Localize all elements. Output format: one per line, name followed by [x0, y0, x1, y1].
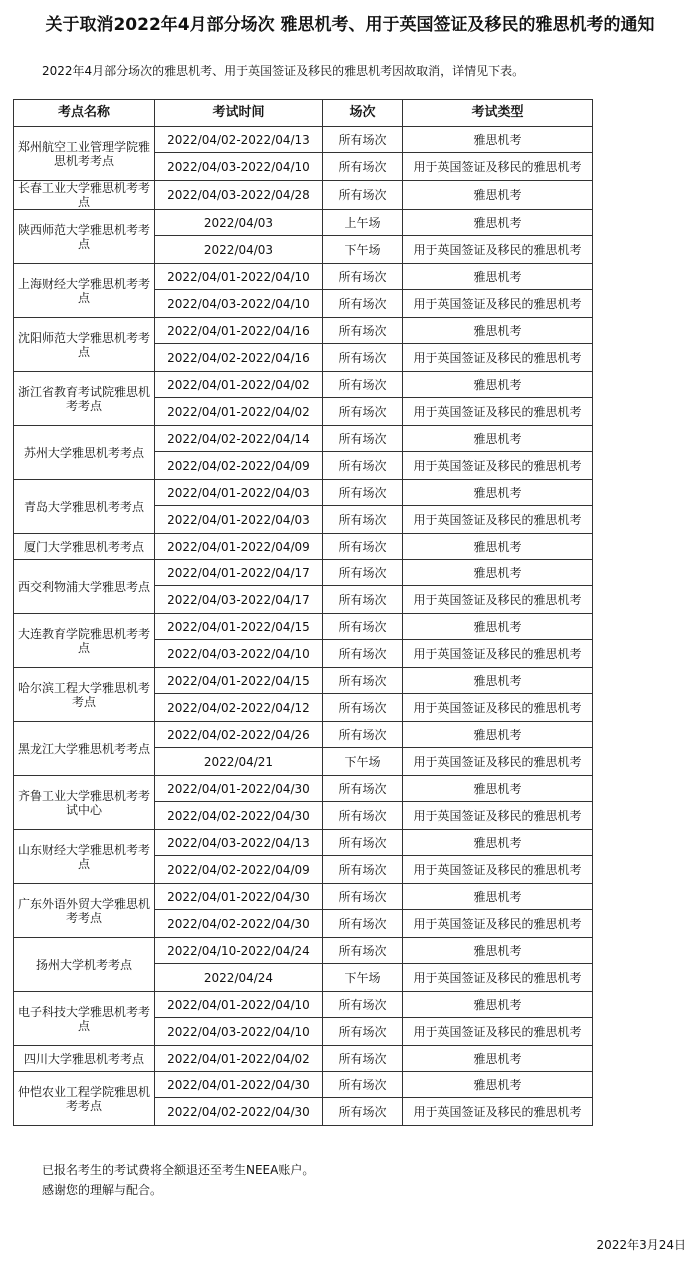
session-cell: 所有场次: [323, 181, 403, 210]
session-cell: 所有场次: [323, 640, 403, 668]
exam-time-cell: 2022/04/01-2022/04/02: [155, 372, 323, 398]
session-cell: 所有场次: [323, 722, 403, 748]
exam-type-cell: 雅思机考: [403, 534, 593, 560]
exam-time-cell: 2022/04/01-2022/04/15: [155, 668, 323, 694]
exam-type-cell: 用于英国签证及移民的雅思机考: [403, 236, 593, 264]
center-name-cell: 电子科技大学雅思机考考点: [14, 992, 155, 1046]
table-row: [14, 992, 593, 1018]
exam-type-cell: 用于英国签证及移民的雅思机考: [403, 910, 593, 938]
session-cell: 上午场: [323, 210, 403, 236]
center-name-cell: 长春工业大学雅思机考考点: [14, 181, 155, 210]
table-row: [14, 1046, 593, 1072]
session-cell: 所有场次: [323, 668, 403, 694]
exam-type-cell: 雅思机考: [403, 884, 593, 910]
table-row: [14, 264, 593, 290]
exam-time-cell: 2022/04/03-2022/04/17: [155, 586, 323, 614]
cancellation-table: [13, 99, 593, 1126]
exam-time-cell: 2022/04/01-2022/04/10: [155, 992, 323, 1018]
center-name-cell: 扬州大学机考考点: [14, 938, 155, 992]
exam-time-cell: 2022/04/02-2022/04/30: [155, 910, 323, 938]
session-cell: 所有场次: [323, 372, 403, 398]
session-cell: 所有场次: [323, 398, 403, 426]
center-name-cell: 郑州航空工业管理学院雅思机考考点: [14, 127, 155, 181]
exam-type-cell: 雅思机考: [403, 560, 593, 586]
session-cell: 所有场次: [323, 776, 403, 802]
exam-time-cell: 2022/04/02-2022/04/26: [155, 722, 323, 748]
exam-time-cell: 2022/04/02-2022/04/09: [155, 452, 323, 480]
exam-time-cell: 2022/04/01-2022/04/09: [155, 534, 323, 560]
session-cell: 所有场次: [323, 992, 403, 1018]
exam-type-cell: 用于英国签证及移民的雅思机考: [403, 748, 593, 776]
table-row: [14, 938, 593, 964]
exam-type-cell: 雅思机考: [403, 722, 593, 748]
session-cell: 下午场: [323, 964, 403, 992]
exam-time-cell: 2022/04/02-2022/04/12: [155, 694, 323, 722]
exam-type-cell: 用于英国签证及移民的雅思机考: [403, 802, 593, 830]
session-cell: 所有场次: [323, 830, 403, 856]
refund-note: 已报名考生的考试费将全额退还至考生NEEA账户。: [42, 1163, 315, 1177]
center-name-cell: 苏州大学雅思机考考点: [14, 426, 155, 480]
exam-time-cell: 2022/04/02-2022/04/09: [155, 856, 323, 884]
session-cell: 所有场次: [323, 1018, 403, 1046]
table-row: [14, 722, 593, 748]
session-cell: 所有场次: [323, 127, 403, 153]
center-name-cell: 浙江省教育考试院雅思机考考点: [14, 372, 155, 426]
exam-time-cell: 2022/04/01-2022/04/17: [155, 560, 323, 586]
exam-type-cell: 用于英国签证及移民的雅思机考: [403, 153, 593, 181]
table-row: [14, 560, 593, 586]
session-cell: 所有场次: [323, 910, 403, 938]
exam-type-cell: 雅思机考: [403, 992, 593, 1018]
session-cell: 下午场: [323, 236, 403, 264]
table-row: [14, 668, 593, 694]
table-body: [14, 127, 593, 1126]
table-row: [14, 614, 593, 640]
session-cell: 所有场次: [323, 856, 403, 884]
intro-text: 2022年4月部分场次的雅思机考、用于英国签证及移民的雅思机考因故取消，详情见下表。: [42, 64, 525, 78]
session-cell: 所有场次: [323, 344, 403, 372]
exam-time-cell: 2022/04/21: [155, 748, 323, 776]
exam-type-cell: 用于英国签证及移民的雅思机考: [403, 506, 593, 534]
session-cell: 所有场次: [323, 884, 403, 910]
exam-time-cell: 2022/04/03-2022/04/10: [155, 640, 323, 668]
center-name-cell: 大连教育学院雅思机考考点: [14, 614, 155, 668]
center-name-cell: 哈尔滨工程大学雅思机考考点: [14, 668, 155, 722]
exam-type-cell: 雅思机考: [403, 1072, 593, 1098]
session-cell: 所有场次: [323, 290, 403, 318]
exam-type-cell: 雅思机考: [403, 776, 593, 802]
exam-type-cell: 雅思机考: [403, 938, 593, 964]
session-cell: 所有场次: [323, 938, 403, 964]
exam-type-cell: 用于英国签证及移民的雅思机考: [403, 856, 593, 884]
table-row: [14, 776, 593, 802]
exam-time-cell: 2022/04/03-2022/04/28: [155, 181, 323, 210]
table-row: [14, 480, 593, 506]
exam-time-cell: 2022/04/03-2022/04/10: [155, 1018, 323, 1046]
exam-time-cell: 2022/04/03: [155, 210, 323, 236]
center-name-cell: 上海财经大学雅思机考考点: [14, 264, 155, 318]
exam-type-cell: 雅思机考: [403, 127, 593, 153]
thanks-note: 感谢您的理解与配合。: [42, 1183, 163, 1197]
exam-time-cell: 2022/04/01-2022/04/16: [155, 318, 323, 344]
exam-type-cell: 雅思机考: [403, 372, 593, 398]
exam-time-cell: 2022/04/24: [155, 964, 323, 992]
center-name-cell: 沈阳师范大学雅思机考考点: [14, 318, 155, 372]
header-exam-type: 考试类型: [403, 100, 593, 127]
exam-time-cell: 2022/04/03-2022/04/13: [155, 830, 323, 856]
session-cell: 所有场次: [323, 264, 403, 290]
session-cell: 所有场次: [323, 614, 403, 640]
exam-time-cell: 2022/04/01-2022/04/15: [155, 614, 323, 640]
exam-time-cell: 2022/04/02-2022/04/14: [155, 426, 323, 452]
exam-type-cell: 用于英国签证及移民的雅思机考: [403, 452, 593, 480]
exam-type-cell: 雅思机考: [403, 480, 593, 506]
session-cell: 下午场: [323, 748, 403, 776]
session-cell: 所有场次: [323, 802, 403, 830]
notice-date: 2022年3月24日: [596, 1238, 686, 1252]
table-header-row: [14, 100, 593, 127]
exam-type-cell: 用于英国签证及移民的雅思机考: [403, 1098, 593, 1126]
exam-type-cell: 用于英国签证及移民的雅思机考: [403, 398, 593, 426]
session-cell: 所有场次: [323, 1046, 403, 1072]
session-cell: 所有场次: [323, 506, 403, 534]
table-row: [14, 372, 593, 398]
table-row: [14, 318, 593, 344]
table-row: [14, 181, 593, 210]
session-cell: 所有场次: [323, 452, 403, 480]
exam-type-cell: 用于英国签证及移民的雅思机考: [403, 964, 593, 992]
center-name-cell: 山东财经大学雅思机考考点: [14, 830, 155, 884]
table-row: [14, 534, 593, 560]
exam-time-cell: 2022/04/01-2022/04/03: [155, 506, 323, 534]
exam-time-cell: 2022/04/01-2022/04/10: [155, 264, 323, 290]
exam-time-cell: 2022/04/01-2022/04/02: [155, 398, 323, 426]
session-cell: 所有场次: [323, 1072, 403, 1098]
exam-time-cell: 2022/04/02-2022/04/13: [155, 127, 323, 153]
center-name-cell: 陕西师范大学雅思机考考点: [14, 210, 155, 264]
header-exam-time: 考试时间: [155, 100, 323, 127]
center-name-cell: 广东外语外贸大学雅思机考考点: [14, 884, 155, 938]
exam-time-cell: 2022/04/02-2022/04/30: [155, 802, 323, 830]
header-center-name: 考点名称: [14, 100, 155, 127]
table-row: [14, 426, 593, 452]
exam-type-cell: 用于英国签证及移民的雅思机考: [403, 640, 593, 668]
session-cell: 所有场次: [323, 1098, 403, 1126]
exam-time-cell: 2022/04/10-2022/04/24: [155, 938, 323, 964]
exam-time-cell: 2022/04/03-2022/04/10: [155, 290, 323, 318]
center-name-cell: 齐鲁工业大学雅思机考考试中心: [14, 776, 155, 830]
session-cell: 所有场次: [323, 534, 403, 560]
exam-time-cell: 2022/04/03-2022/04/10: [155, 153, 323, 181]
exam-time-cell: 2022/04/01-2022/04/30: [155, 1072, 323, 1098]
header-session: 场次: [323, 100, 403, 127]
exam-time-cell: 2022/04/01-2022/04/03: [155, 480, 323, 506]
exam-time-cell: 2022/04/01-2022/04/30: [155, 776, 323, 802]
table-row: [14, 210, 593, 236]
exam-type-cell: 雅思机考: [403, 1046, 593, 1072]
exam-type-cell: 用于英国签证及移民的雅思机考: [403, 1018, 593, 1046]
exam-time-cell: 2022/04/01-2022/04/30: [155, 884, 323, 910]
exam-type-cell: 雅思机考: [403, 264, 593, 290]
center-name-cell: 青岛大学雅思机考考点: [14, 480, 155, 534]
exam-type-cell: 雅思机考: [403, 318, 593, 344]
exam-type-cell: 雅思机考: [403, 426, 593, 452]
exam-type-cell: 雅思机考: [403, 668, 593, 694]
center-name-cell: 西交利物浦大学雅思考点: [14, 560, 155, 614]
exam-time-cell: 2022/04/01-2022/04/02: [155, 1046, 323, 1072]
exam-type-cell: 用于英国签证及移民的雅思机考: [403, 344, 593, 372]
center-name-cell: 四川大学雅思机考考点: [14, 1046, 155, 1072]
session-cell: 所有场次: [323, 318, 403, 344]
session-cell: 所有场次: [323, 153, 403, 181]
exam-type-cell: 用于英国签证及移民的雅思机考: [403, 290, 593, 318]
exam-time-cell: 2022/04/02-2022/04/16: [155, 344, 323, 372]
session-cell: 所有场次: [323, 586, 403, 614]
exam-type-cell: 雅思机考: [403, 181, 593, 210]
center-name-cell: 黑龙江大学雅思机考考点: [14, 722, 155, 776]
table-row: [14, 830, 593, 856]
center-name-cell: 仲恺农业工程学院雅思机考考点: [14, 1072, 155, 1126]
session-cell: 所有场次: [323, 426, 403, 452]
exam-time-cell: 2022/04/02-2022/04/30: [155, 1098, 323, 1126]
table-row: [14, 127, 593, 153]
session-cell: 所有场次: [323, 560, 403, 586]
session-cell: 所有场次: [323, 480, 403, 506]
notice-title: 关于取消2022年4月部分场次 雅思机考、用于英国签证及移民的雅思机考的通知: [45, 15, 655, 35]
exam-type-cell: 用于英国签证及移民的雅思机考: [403, 694, 593, 722]
center-name-cell: 厦门大学雅思机考考点: [14, 534, 155, 560]
table-row: [14, 1072, 593, 1098]
session-cell: 所有场次: [323, 694, 403, 722]
exam-time-cell: 2022/04/03: [155, 236, 323, 264]
exam-type-cell: 用于英国签证及移民的雅思机考: [403, 586, 593, 614]
table-row: [14, 884, 593, 910]
exam-type-cell: 雅思机考: [403, 614, 593, 640]
exam-type-cell: 雅思机考: [403, 210, 593, 236]
exam-type-cell: 雅思机考: [403, 830, 593, 856]
